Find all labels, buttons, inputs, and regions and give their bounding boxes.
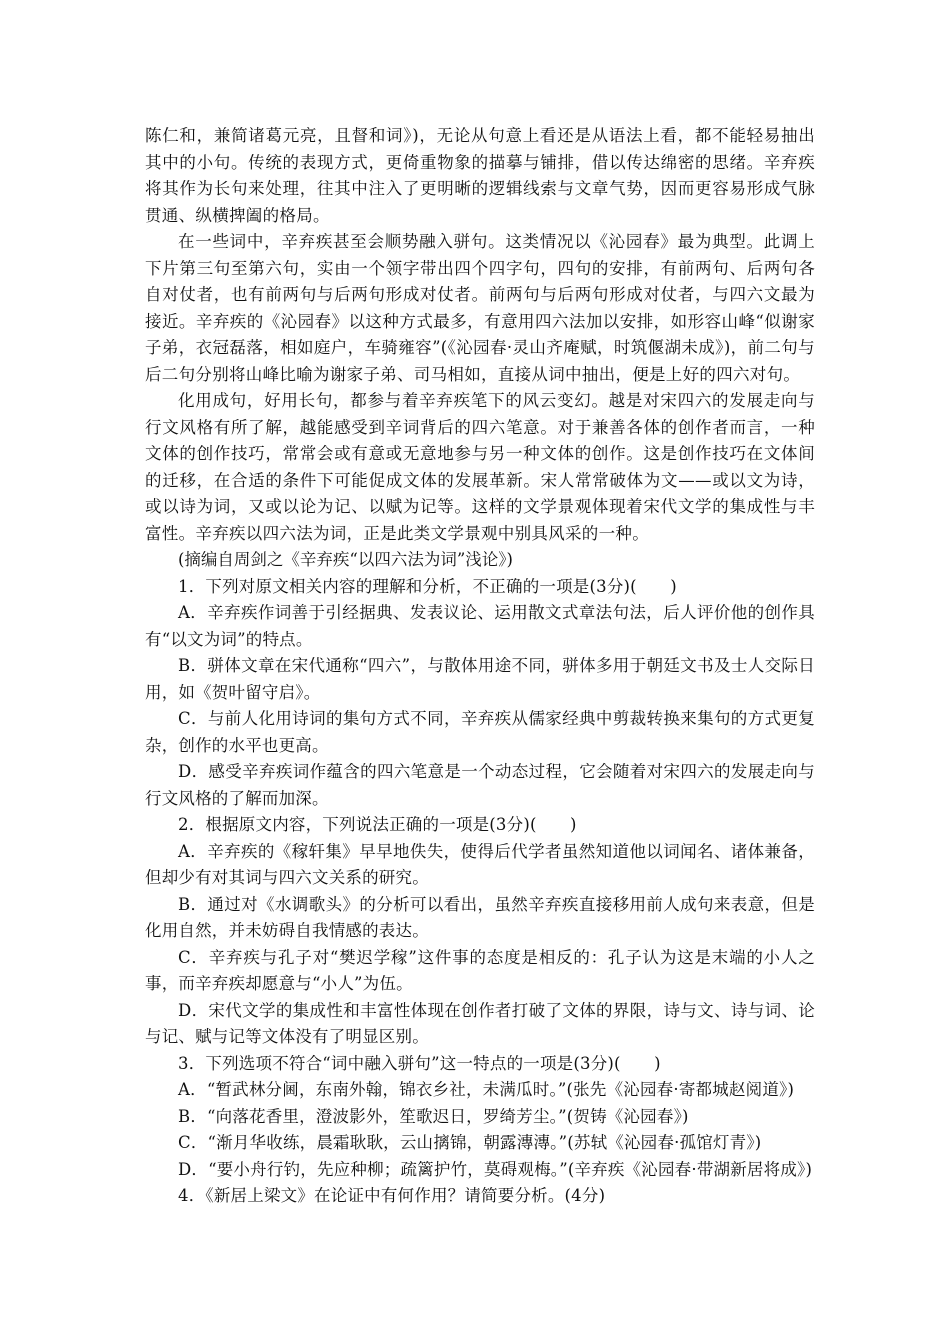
article-paragraph-2: 在一些词中，辛弃疾甚至会顺势融入骈句。这类情况以《沁园春》最为典型。此调上下片第三句至第六句，实由一个领字带出四个四字句，四句的安排，有前两句、后两句各自对仗者，也有前两句与后两句形成对仗者。前两句与后两句形成对仗者，与四六文最为接近。辛弃疾的《沁园春》以这种方式最多，有意用四六法加以安排，如形容山峰“似谢家子弟，衣冠磊落，相如庭户，车骑雍容”(《沁园春·灵山齐庵赋，时筑偃湖未成》)，前二句与后二句分别将山峰比喻为谢家子弟、司马相如，直接从词中抽出，便是上好的四六对句。 bbox=[145, 232, 815, 384]
question-1-option-d: D．感受辛弃疾词作蕴含的四六笔意是一个动态过程，它会随着对宋四六的发展走向与行文风格的了解而加深。 bbox=[145, 762, 815, 808]
question-2-option-c: C．辛弃疾与孔子对“樊迟学稼”这件事的态度是相反的：孔子认为这是末端的小人之事，而辛弃疾却愿意与“小人”为伍。 bbox=[145, 947, 815, 993]
question-2-stem: 2．根据原文内容，下列说法正确的一项是(3分)( ) bbox=[178, 815, 577, 834]
question-4-stem: 4．《新居上梁文》在论证中有何作用？请简要分析。(4分) bbox=[178, 1186, 606, 1205]
question-3-option-c: C．“渐月华收练，晨霜耿耿，云山摛锦，朝露漙漙。”(苏轼《沁园春·孤馆灯青》) bbox=[178, 1133, 762, 1152]
question-1-option-b: B．骈体文章在宋代通称“四六”，与散体用途不同，骈体多用于朝廷文书及士人交际日用，如《贺叶留守启》。 bbox=[145, 656, 815, 702]
question-2-option-b: B．通过对《水调歌头》的分析可以看出，虽然辛弃疾直接移用前人成句来表意，但是化用自然，并未妨碍自我情感的表达。 bbox=[145, 894, 815, 940]
question-1-option-c: C．与前人化用诗词的集句方式不同，辛弃疾从儒家经典中剪裁转换来集句的方式更复杂，创作的水平也更高。 bbox=[145, 709, 815, 755]
article-source: (摘编自周剑之《辛弃疾“以四六法为词”浅论》) bbox=[178, 550, 513, 569]
question-3-stem: 3．下列选项不符合“词中融入骈句”这一特点的一项是(3分)( ) bbox=[178, 1053, 661, 1073]
question-1-option-a: A．辛弃疾作词善于引经据典、发表议论、运用散文式章法句法，后人评价他的创作具有“以文为词”的特点。 bbox=[145, 603, 816, 649]
question-2-option-d: D．宋代文学的集成性和丰富性体现在创作者打破了文体的界限，诗与文、诗与词、论与记、赋与记等文体没有了明显区别。 bbox=[145, 1000, 815, 1046]
question-3-option-b: B．“向落花香里，澄波影外，笙歌迟日，罗绮芳尘。”(贺铸《沁园春》) bbox=[178, 1106, 689, 1126]
question-3-option-a: A．“暂武林分阃，东南外翰，锦衣乡社，未满瓜时。”(张先《沁园春·寄都城赵阅道》) bbox=[178, 1080, 795, 1099]
article-paragraph-3: 化用成句，好用长句，都参与着辛弃疾笔下的风云变幻。越是对宋四六的发展走向与行文风格有所了解，越能感受到辛词背后的四六笔意。对于兼善各体的创作者而言，一种文体的创作技巧，常常会或有意或无意地参与另一种文体的创作。这是创作技巧在文体间的迁移，在合适的条件下可能促成文体的发展革新。宋人常常破体为文——或以文为诗，或以诗为词，又或以论为记、以赋为记等。这样的文学景观体现着宋代文学的集成性与丰富性。辛弃疾以四六法为词，正是此类文学景观中别具风采的一种。 bbox=[145, 391, 815, 543]
document-page bbox=[145, 123, 815, 1210]
article-paragraph-1: 陈仁和，兼简诸葛元亮，且督和词》)，无论从句意上看还是从语法上看，都不能轻易抽出其中的小句。传统的表现方式，更倚重物象的描摹与铺排，借以传达绵密的思绪。辛弃疾将其作为长句来处理，往其中注入了更明晰的逻辑线索与文章气势，因而更容易形成气脉贯通、纵横捭阖的格局。 bbox=[145, 126, 815, 225]
question-2-option-a: A．辛弃疾的《稼轩集》早早地佚失，使得后代学者虽然知道他以词闻名、诸体兼备，但却少有对其词与四六文关系的研究。 bbox=[145, 841, 816, 887]
question-3-option-d: D．“要小舟行钓，先应种柳；疏篱护竹，莫碍观梅。”(辛弃疾《沁园春·带湖新居将成》) bbox=[178, 1159, 813, 1179]
question-1-stem: 1．下列对原文相关内容的理解和分析，不正确的一项是(3分)( ) bbox=[178, 576, 677, 596]
